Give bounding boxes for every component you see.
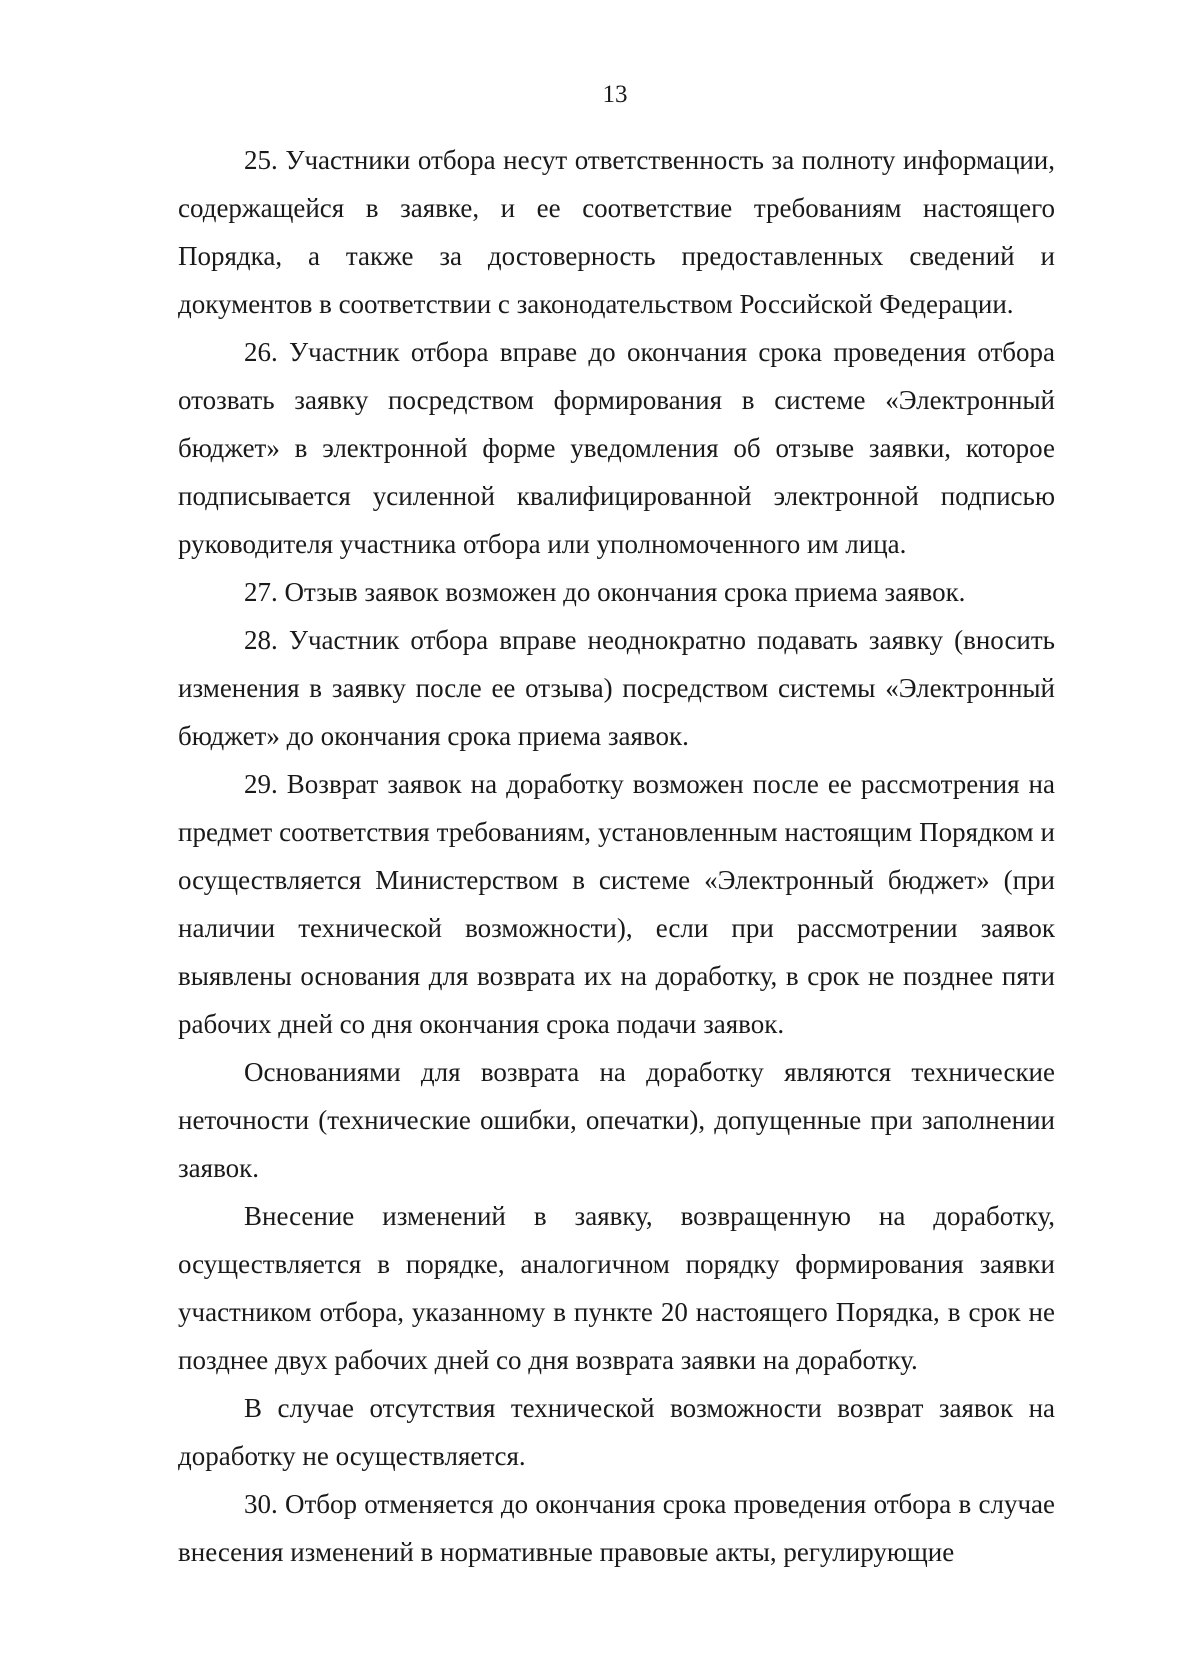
page-number: 13 [602,81,628,108]
paragraph-27: 27. Отзыв заявок возможен до окончания срока приема заявок. [244,577,966,607]
paragraph-29-no-return: В случае отсутствия технической возможности возврат заявок на доработку не осуществляется. [178,1393,1055,1471]
paragraph-25: 25. Участники отбора несут ответственность за полноту информации, содержащейся в заявке, и ее соответствие требованиям настоящего Порядка, а также за достоверность предоставленных сведений и документов в соответствии с законодательством Российской Федерации. [178,145,1055,319]
paragraph-30: 30. Отбор отменяется до окончания срока проведения отбора в случае внесения изменений в нормативные правовые акты, регулирующие [178,1489,1055,1567]
paragraph-29: 29. Возврат заявок на доработку возможен после ее рассмотрения на предмет соответствия требованиям, установленным настоящим Порядком и осуществляется Министерством в системе «Электронный бюджет» (при наличии технической возможности), если при рассмотрении заявок выявлены основания для возврата их на доработку, в срок не позднее пяти рабочих дней со дня окончания срока подачи заявок. [178,769,1055,1039]
paragraph-26: 26. Участник отбора вправе до окончания срока проведения отбора отозвать заявку посредством формирования в системе «Электронный бюджет» в электронной форме уведомления об отзыве заявки, которое подписывается усиленной квалифицированной электронной подписью руководителя участника отбора или уполномоченного им лица. [178,337,1055,559]
paragraph-28: 28. Участник отбора вправе неоднократно подавать заявку (вносить изменения в заявку после ее отзыва) посредством системы «Электронный бюджет» до окончания срока приема заявок. [178,625,1055,751]
paragraph-29-grounds: Основаниями для возврата на доработку являются технические неточности (технические ошибки, опечатки), допущенные при заполнении заявок. [178,1057,1055,1183]
paragraph-29-changes: Внесение изменений в заявку, возвращенную на доработку, осуществляется в порядке, аналогичном порядку формирования заявки участником отбора, указанному в пункте 20 настоящего Порядка, в срок не позднее двух рабочих дней со дня возврата заявки на доработку. [178,1201,1055,1375]
document-body [178,136,1055,1576]
